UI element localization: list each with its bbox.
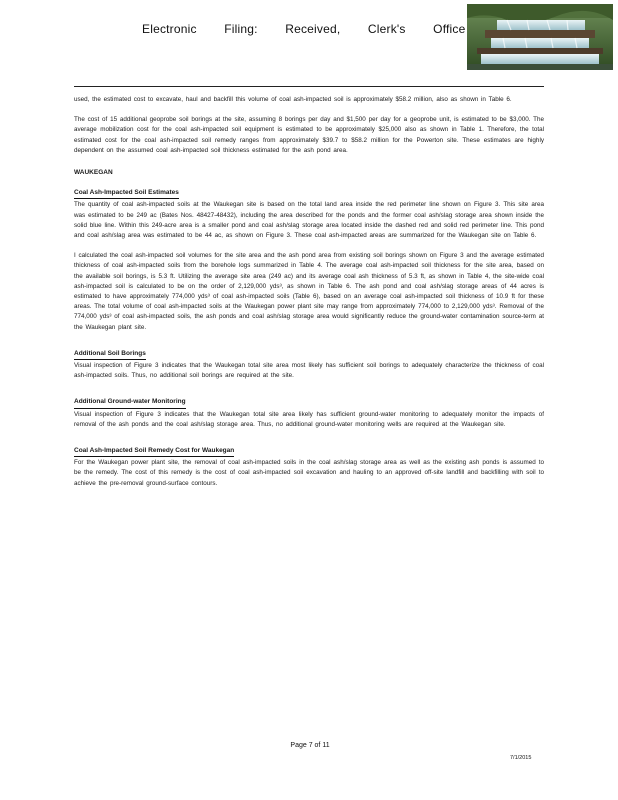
footer-date: 7/1/2015	[510, 755, 532, 761]
header-rule	[74, 86, 544, 87]
paragraph: The quantity of coal ash-impacted soils at the Waukegan site is based on the total land area inside the red perimeter line shown on Figure 3. This site area was estimated to be 249 ac (Bates Nos. 48427-48432), including the area described for the ponds and the former coal ash/slag storage area shown inside the solid blue line. Within this 249-acre area is a smaller pond and coal ash/slag storage area located inside the dashed red and solid red perimeter line. This pond and coal ash/slag area was estimated to be 44 ac, as shown on Figure 3. These coal ash-impacted areas are summarized for the Waukegan site on Table 6.	[74, 201, 544, 240]
document-body	[74, 95, 544, 499]
subsection-heading: Coal Ash-Impacted Soil Estimates	[74, 188, 179, 199]
paragraph: Visual inspection of Figure 3 indicates that the Waukegan total site area most likely has sufficient soil borings to adequately characterize the thickness of coal ash-impacted soils. Thus, no additional soil borings are required at the site.	[74, 362, 544, 380]
waterfall-logo-image	[467, 4, 613, 70]
header-word-5: Office	[433, 22, 466, 36]
paragraph: The cost of 15 additional geoprobe soil borings at the site, assuming 8 borings per day and $1,500 per day for a geoprobe unit, is estimated to be $3,000. The average mobilization cost for the coal ash-impacted soil equipment is estimated to be approximately $25,000 also as shown in Table 1. Therefore, the total estimated cost for the coal ash-impacted soil remedy ranges from approximately $39.7 to $58.2 million for the Powerton site. These estimates are highly dependent on the assumed coal ash-impacted soil thickness estimated for the ash pond area.	[74, 116, 544, 154]
subsection-heading: Additional Soil Borings	[74, 349, 146, 360]
header-word-3: Received,	[285, 22, 341, 36]
section-heading: WAUKEGAN	[74, 169, 113, 177]
subsection-heading: Coal Ash-Impacted Soil Remedy Cost for Waukegan	[74, 446, 234, 457]
paragraph: For the Waukegan power plant site, the removal of coal ash-impacted soils in the coal ash/slag storage area as well as the existing ash ponds is assumed to be the remedy. The cost of this remedy is the cost of coal ash-impacted soil excavation and hauling to an approved off-site landfill and backfilling with soil to achieve the pre-removal ground-surface contours.	[74, 459, 544, 487]
page-number: Page 7 of 11	[290, 742, 330, 749]
paragraph: I calculated the coal ash-impacted soil volumes for the site area and the ash pond area from existing soil borings shown on Figure 3 and the average estimated thickness of coal ash-impacted soils from the borehole logs summarized in Table 4. The average coal ash-impacted soil thickness for the site area, based on the available soil borings, is 5.3 ft. Utilizing the average site area (249 ac) and its average coal ash thickness of 5.3 ft, as shown in Table 4, the site-wide coal ash-impacted soil is calculated to be on the order of 2,129,000 yds³, as shown in Table 6. The ash pond and coal ash/slag storage areas of 44 acres is estimated to have approximately 774,000 yds³ of coal ash-impacted soils (Table 6), based on an average coal ash-impacted soil thickness of 10.9 ft for these areas. The total volume of coal ash-impacted soils at the Waukegan power plant site may range from approximately 774,000 to 2,129,000 yds³. Removal of the 774,000 yds³ of coal ash-impacted soils, the ash ponds and coal ash/slag storage area would significantly reduce the ground-water contamination source-term at the Waukegan plant site.	[74, 252, 544, 331]
paragraph: used, the estimated cost to excavate, haul and backfill this volume of coal ash-impacted soil is approximately $58.2 million, also as shown in Table 6.	[74, 96, 512, 103]
header-word-2: Filing:	[224, 22, 258, 36]
header-word-4: Clerk's	[367, 22, 406, 36]
header-word-1: Electronic	[142, 22, 197, 36]
subsection-heading: Additional Ground-water Monitoring	[74, 397, 186, 408]
paragraph: Visual inspection of Figure 3 indicates that the Waukegan total site area likely has sufficient ground-water monitoring to adequately monitor the impacts of removal of the ash ponds and the coal ash/slag storage area. Thus, no additional ground-water monitoring wells are required at the Waukegan site.	[74, 410, 544, 428]
